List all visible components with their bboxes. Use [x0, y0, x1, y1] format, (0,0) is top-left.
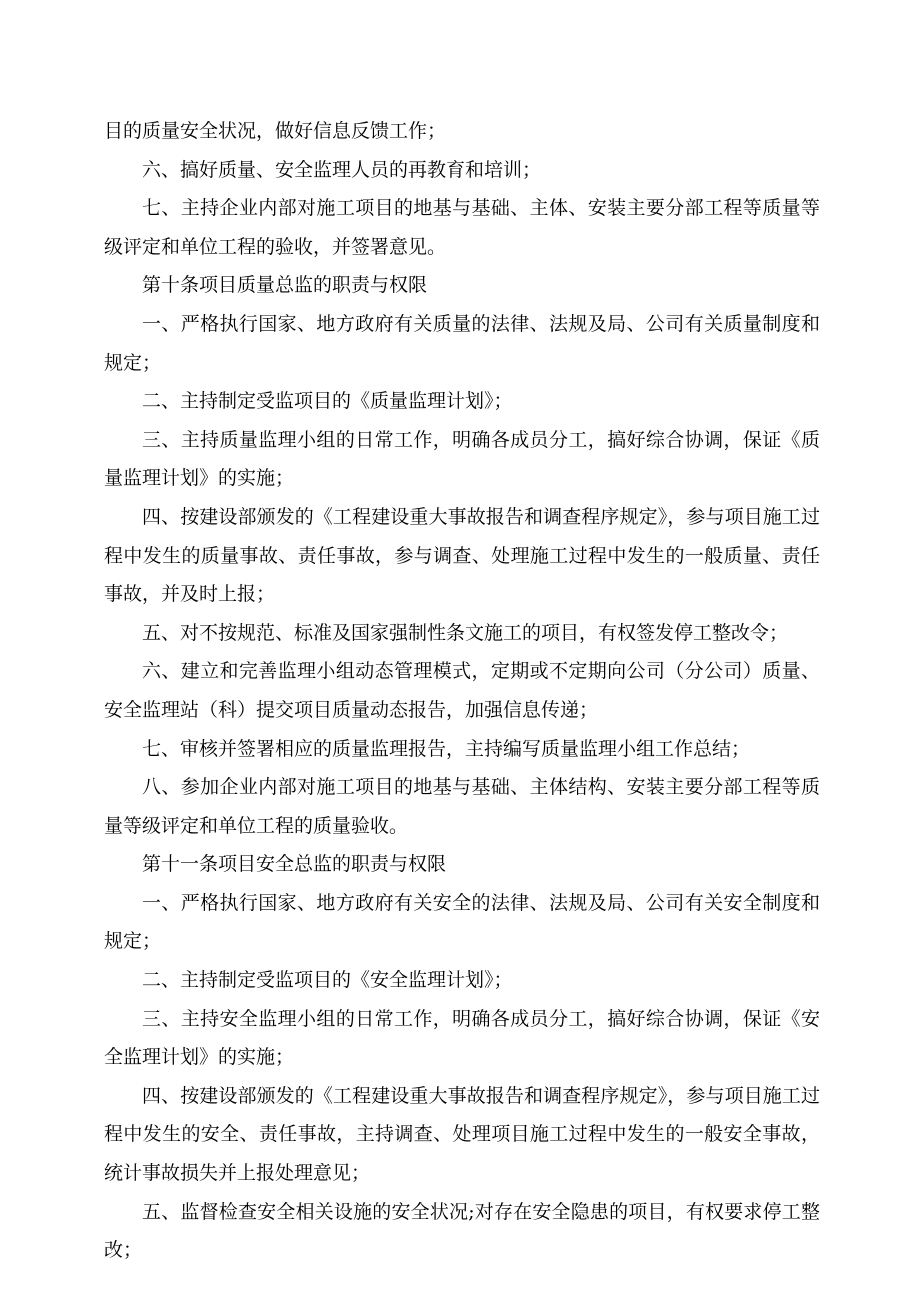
paragraph-safety-item-5: 五、监督检查安全相关设施的安全状况;对存在安全隐患的项目，有权要求停工整改；	[104, 1200, 820, 1262]
paragraph-quality-item-6: 六、建立和完善监理小组动态管理模式，定期或不定期向公司（分公司）质量、安全监理站（科）提交项目质量动态报告，加强信息传递；	[104, 660, 820, 721]
paragraph-continuation: 目的质量安全状况，做好信息反馈工作；	[104, 120, 447, 142]
paragraph-quality-item-3: 三、主持质量监理小组的日常工作，明确各成员分工，搞好综合协调，保证《质量监理计划》的实施；	[104, 428, 820, 490]
paragraph-quality-item-4: 四、按建设部颁发的《工程建设重大事故报告和调查程序规定》，参与项目施工过程中发生的质量事故、责任事故，参与调查、处理施工过程中发生的一般质量、责任事故，并及时上报；	[104, 505, 820, 606]
paragraph-safety-item-2: 二、主持制定受监项目的《安全监理计划》；	[142, 969, 513, 992]
paragraph-item-7: 七、主持企业内部对施工项目的地基与基础、主体、安装主要分部工程等质量等级评定和单位工程的验收，并签署意见。	[104, 197, 820, 258]
paragraph-quality-item-8: 八、参加企业内部对施工项目的地基与基础、主体结构、安装主要分部工程等质量等级评定和单位工程的质量验收。	[104, 776, 820, 837]
paragraph-quality-item-5: 五、对不按规范、标准及国家强制性条文施工的项目，有权签发停工整改令；	[142, 621, 789, 644]
paragraph-safety-item-1: 一、严格执行国家、地方政府有关安全的法律、法规及局、公司有关安全制度和规定；	[104, 891, 820, 953]
paragraph-quality-item-1: 一、严格执行国家、地方政府有关质量的法律、法规及局、公司有关质量制度和规定；	[104, 312, 820, 374]
section-heading-article-11: 第十一条项目安全总监的职责与权限	[142, 853, 447, 876]
paragraph-quality-item-2: 二、主持制定受监项目的《质量监理计划》；	[142, 390, 513, 413]
paragraph-safety-item-3: 三、主持安全监理小组的日常工作，明确各成员分工，搞好综合协调，保证《安全监理计划》的实施；	[104, 1007, 820, 1069]
section-heading-article-10: 第十条项目质量总监的职责与权限	[142, 274, 428, 297]
document-body	[104, 112, 820, 1270]
paragraph-quality-item-7: 七、审核并签署相应的质量监理报告，主持编写质量监理小组工作总结；	[142, 737, 751, 760]
paragraph-safety-item-4: 四、按建设部颁发的《工程建设重大事故报告和调查程序规定》，参与项目施工过程中发生的安全、责任事故，主持调查、处理项目施工过程中发生的一般安全事故，统计事故损失并上报处理意见；	[104, 1084, 820, 1185]
paragraph-item-6: 六、搞好质量、安全监理人员的再教育和培训；	[142, 158, 542, 181]
